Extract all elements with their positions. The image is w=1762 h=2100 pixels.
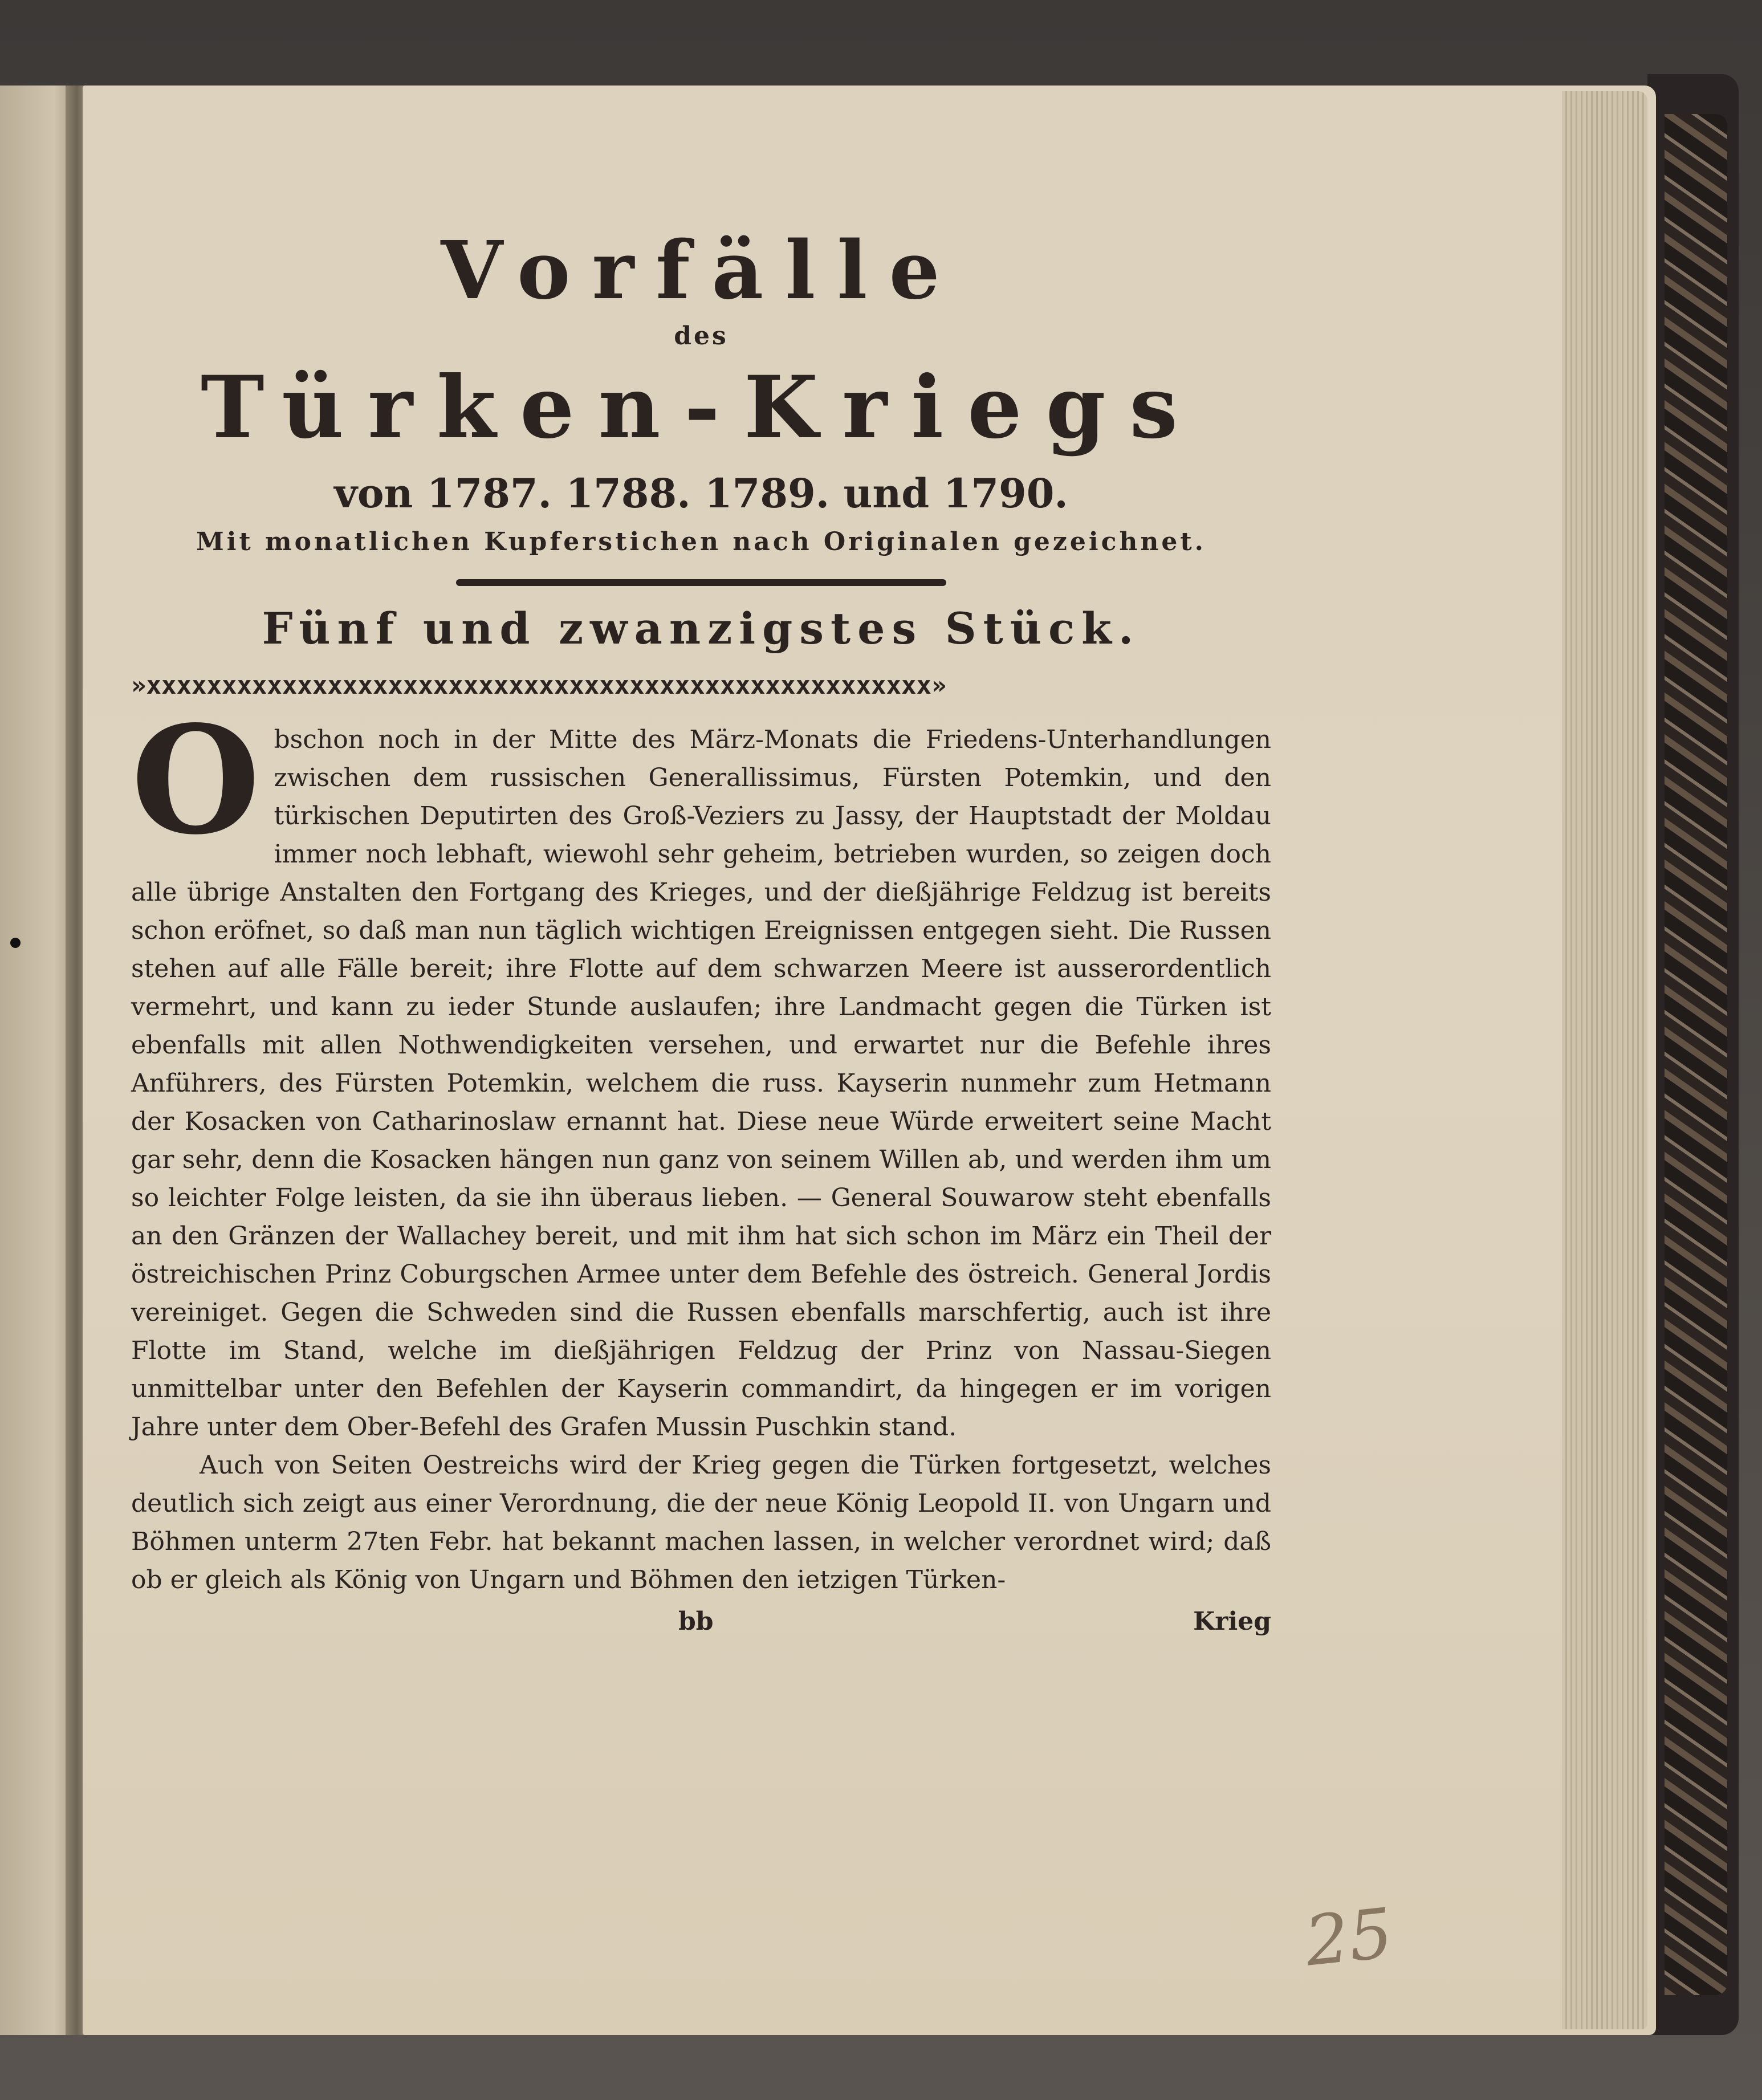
page-stack-edge — [1562, 91, 1647, 2029]
title-rule — [456, 579, 946, 586]
ornament-border: »xxxxxxxxxxxxxxxxxxxxxxxxxxxxxxxxxxxxxxxxxxxxxxxxxxxx» — [131, 671, 947, 700]
catchword: Krieg — [1193, 1607, 1271, 1636]
piece-title: Fünf und zwanzigstes Stück. — [262, 603, 1141, 654]
page-content — [131, 222, 1271, 1639]
paragraph-1 — [131, 694, 1271, 1446]
paragraph-1-text: bschon noch in der Mitte des März-Monats die Friedens-Unterhandlungen zwischen dem russischen Generallissimus, Fürsten Potemkin, und den türkischen Deputirten des Groß-Veziers zu Jassy, der Hauptstadt der Moldau immer noch lebhaft, wiewohl sehr geheim, betrieben wurden, so zeigen doch alle übrige Anstalten den Fortgang des Krieges, und der dießjährige Feldzug ist bereits schon eröfnet, so daß man nun täglich wichtigen Ereignissen entgegen sieht. Die Russen stehen auf alle Fälle bereit; ihre Flotte auf dem schwarzen Meere ist ausserordentlich vermehrt, und kann zu ieder Stunde auslaufen; ihre Landmacht gegen die Türken ist ebenfalls mit allen Nothwendigkeiten versehen, und erwartet nur die Befehle ihres Anführers, des Fürsten Potemkin, welchem die russ. Kayserin nunmehr zum Hetmann der Kosacken von Catharinoslaw ernannt hat. Diese neue Würde erweitert seine Macht gar sehr, denn die Kosacken hängen nun ganz von seinem Willen ab, und werden ihm um so leichter Folge leisten, da sie ihn überaus lieben. — General Souwarow steht ebenfalls an den Gränzen der Wallachey bereit, und mit ihm hat sich schon im März ein Theil der östreichischen Prinz Coburgschen Armee unter dem Befehle des östreich. General Jordis vereiniget. Gegen die Schweden sind die Russen ebenfalls marschfertig, auch ist ihre Flotte im Stand, welche im dießjährigen Feldzug der Prinz von Nassau-Siegen unmittelbar unter den Befehlen der Kayserin commandirt, da hingegen er im vorigen Jahre unter dem Ober-Befehl des Grafen Mussin Puschkin stand. — [131, 725, 1271, 1442]
binding-mark — [10, 938, 21, 948]
title-years: von 1787. 1788. 1789. und 1790. — [334, 470, 1068, 517]
drop-cap: O — [131, 694, 261, 868]
title-line-2: Türken-Kriegs — [201, 357, 1202, 458]
marbled-cover — [1665, 114, 1727, 1995]
title-des: des — [674, 321, 729, 351]
title-subtitle: Mit monatlichen Kupferstichen nach Originalen gezeichnet. — [196, 527, 1207, 556]
title-line-1: Vorfälle — [441, 224, 962, 318]
paragraph-2: Auch von Seiten Oestreichs wird der Krieg gegen die Türken fortgesetzt, welches deutlich sich zeigt aus einer Verordnung, die der neue König Leopold II. von Ungarn und Böhmen unterm 27ten Febr. hat bekannt machen lassen, in welcher verordnet wird; daß ob er gleich als König von Ungarn und Böhmen den ietzigen Türken- — [131, 1451, 1271, 1594]
handwritten-page-number: 25 — [1301, 1894, 1397, 1982]
body-text — [131, 694, 1271, 1599]
signature-mark: bb — [678, 1607, 714, 1636]
page-footer — [131, 1605, 1271, 1639]
